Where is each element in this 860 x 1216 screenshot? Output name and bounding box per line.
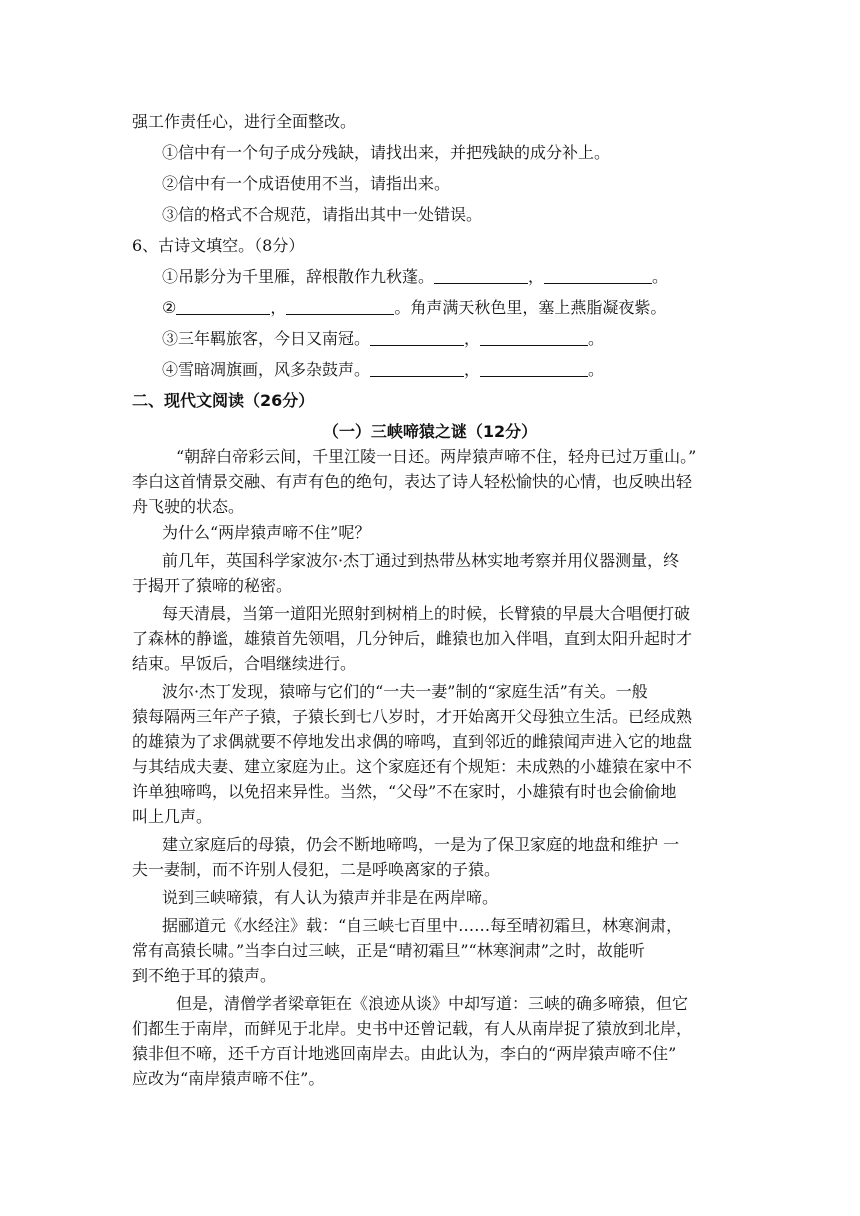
passage-line: 常有高猿长啸。”当李白过三峡，正是“晴初霜旦”“林寒涧肃”之时，故能听 — [132, 941, 645, 960]
passage-line: 叫上几声。 — [132, 807, 213, 826]
answer-blank[interactable] — [370, 329, 464, 346]
passage-line: 李白这首情景交融、有声有色的绝句，表达了诗人轻松愉快的心情，也反映出轻 — [132, 472, 693, 491]
passage-line: 夫一妻制，而不许别人侵犯，二是呼唤离家的子猿。 — [132, 860, 501, 879]
passage-line: 了森林的静谧，雄猿首先领唱，几分钟后，雌猿也加入伴唱，直到太阳升起时才 — [132, 629, 693, 648]
q6-item-4-text: ④雪暗凋旗画，风多杂鼓声。 — [162, 360, 371, 379]
q6-item-3-text: ③三年羁旅客，今日又南冠。 — [162, 329, 371, 348]
passage-line: 猿非但不啼，还千方百计地逃回南岸去。由此认为，李白的“两岸猿声啼不住” — [132, 1044, 677, 1063]
passage-line: 每天清晨，当第一道阳光照射到树梢上的时候，长臂猿的早晨大合唱便打破 — [162, 604, 691, 623]
passage-line: 应改为“南岸猿声啼不住”。 — [132, 1069, 325, 1088]
answer-blank[interactable] — [480, 360, 588, 377]
item-number: ② — [162, 298, 177, 317]
answer-blank[interactable] — [434, 267, 528, 284]
q6-item-4 — [162, 359, 604, 381]
passage-line: 们都生于南岸，而鲜见于北岸。史书中还曾记载，有人从南岸捉了猿放到北岸， — [132, 1019, 693, 1038]
passage-line: 的雄猿为了求偶就要不停地发出求偶的啼鸣，直到邻近的雌猿闻声进入它的地盘 — [132, 732, 693, 751]
q5-item-1: ①信中有一个句子成分残缺，请找出来，并把残缺的成分补上。 — [162, 143, 611, 162]
passage-line: 波尔·杰丁发现，猿啼与它们的“一夫一妻”制的“家庭生活”有关。一般 — [162, 682, 648, 701]
answer-blank[interactable] — [286, 298, 394, 315]
passage-line: 许单独啼鸣，以免招来异性。当然，“父母”不在家时，小雄猿有时也会偷偷地 — [132, 782, 677, 801]
q6-item-3 — [162, 328, 604, 350]
comma: ， — [270, 298, 287, 317]
answer-blank[interactable] — [370, 360, 464, 377]
passage-line: 于揭开了猿啼的秘密。 — [132, 576, 293, 595]
q6-item-1-text: ①吊影分为千里雁，辞根散作九秋蓬。 — [162, 267, 435, 286]
passage-line: 舟飞驶的状态。 — [132, 497, 245, 516]
q6-title: 6、古诗文填空。（8分） — [132, 236, 305, 255]
passage-line: 到不绝于耳的猿声。 — [132, 966, 277, 985]
period: 。 — [588, 329, 605, 348]
q6-item-1 — [162, 266, 668, 288]
passage-line: 但是，清僧学者梁章钜在《浪迹从谈》中却写道：三峡的确多啼猿，但它 — [176, 994, 689, 1013]
q6-item-2-text: 。角声满天秋色里，塞上燕脂凝夜紫。 — [394, 298, 667, 317]
passage-title: （一）三峡啼猿之谜（12分） — [322, 422, 538, 441]
section-heading: 二、现代文阅读（26分） — [132, 391, 315, 410]
passage-line: 据郦道元《水经注》载：“自三峡七百里中……每至晴初霜旦，林寒涧肃， — [162, 916, 683, 935]
passage-line: 为什么“两岸猿声啼不住”呢？ — [162, 523, 371, 542]
passage-line: “朝辞白帝彩云间，千里江陵一日还。两岸猿声啼不住，轻舟已过万重山。” — [176, 447, 697, 466]
passage-line: 建立家庭后的母猿，仍会不断地啼鸣，一是为了保卫家庭的地盘和维护 一 — [162, 835, 680, 854]
answer-blank[interactable] — [544, 267, 652, 284]
continuation-line: 强工作责任心，进行全面整改。 — [132, 112, 357, 131]
passage-line: 结束。早饭后，合唱继续进行。 — [132, 654, 357, 673]
comma: ， — [464, 329, 481, 348]
q6-item-2 — [162, 297, 666, 319]
comma: ， — [528, 267, 545, 286]
answer-blank[interactable] — [176, 298, 270, 315]
q5-item-2: ②信中有一个成语使用不当，请指出来。 — [162, 174, 451, 193]
period: 。 — [652, 267, 669, 286]
passage-line: 前几年，英国科学家波尔·杰丁通过到热带丛林实地考察并用仪器测量，终 — [162, 551, 680, 570]
answer-blank[interactable] — [480, 329, 588, 346]
passage-line: 与其结成夫妻、建立家庭为止。这个家庭还有个规矩：未成熟的小雄猿在家中不 — [132, 757, 693, 776]
q5-item-3: ③信的格式不合规范，请指出其中一处错误。 — [162, 205, 483, 224]
period: 。 — [588, 360, 605, 379]
passage-line: 猿每隔两三年产子猿，子猿长到七八岁时，才开始离开父母独立生活。已经成熟 — [132, 707, 693, 726]
passage-line: 说到三峡啼猿，有人认为猿声并非是在两岸啼。 — [162, 888, 499, 907]
comma: ， — [464, 360, 481, 379]
